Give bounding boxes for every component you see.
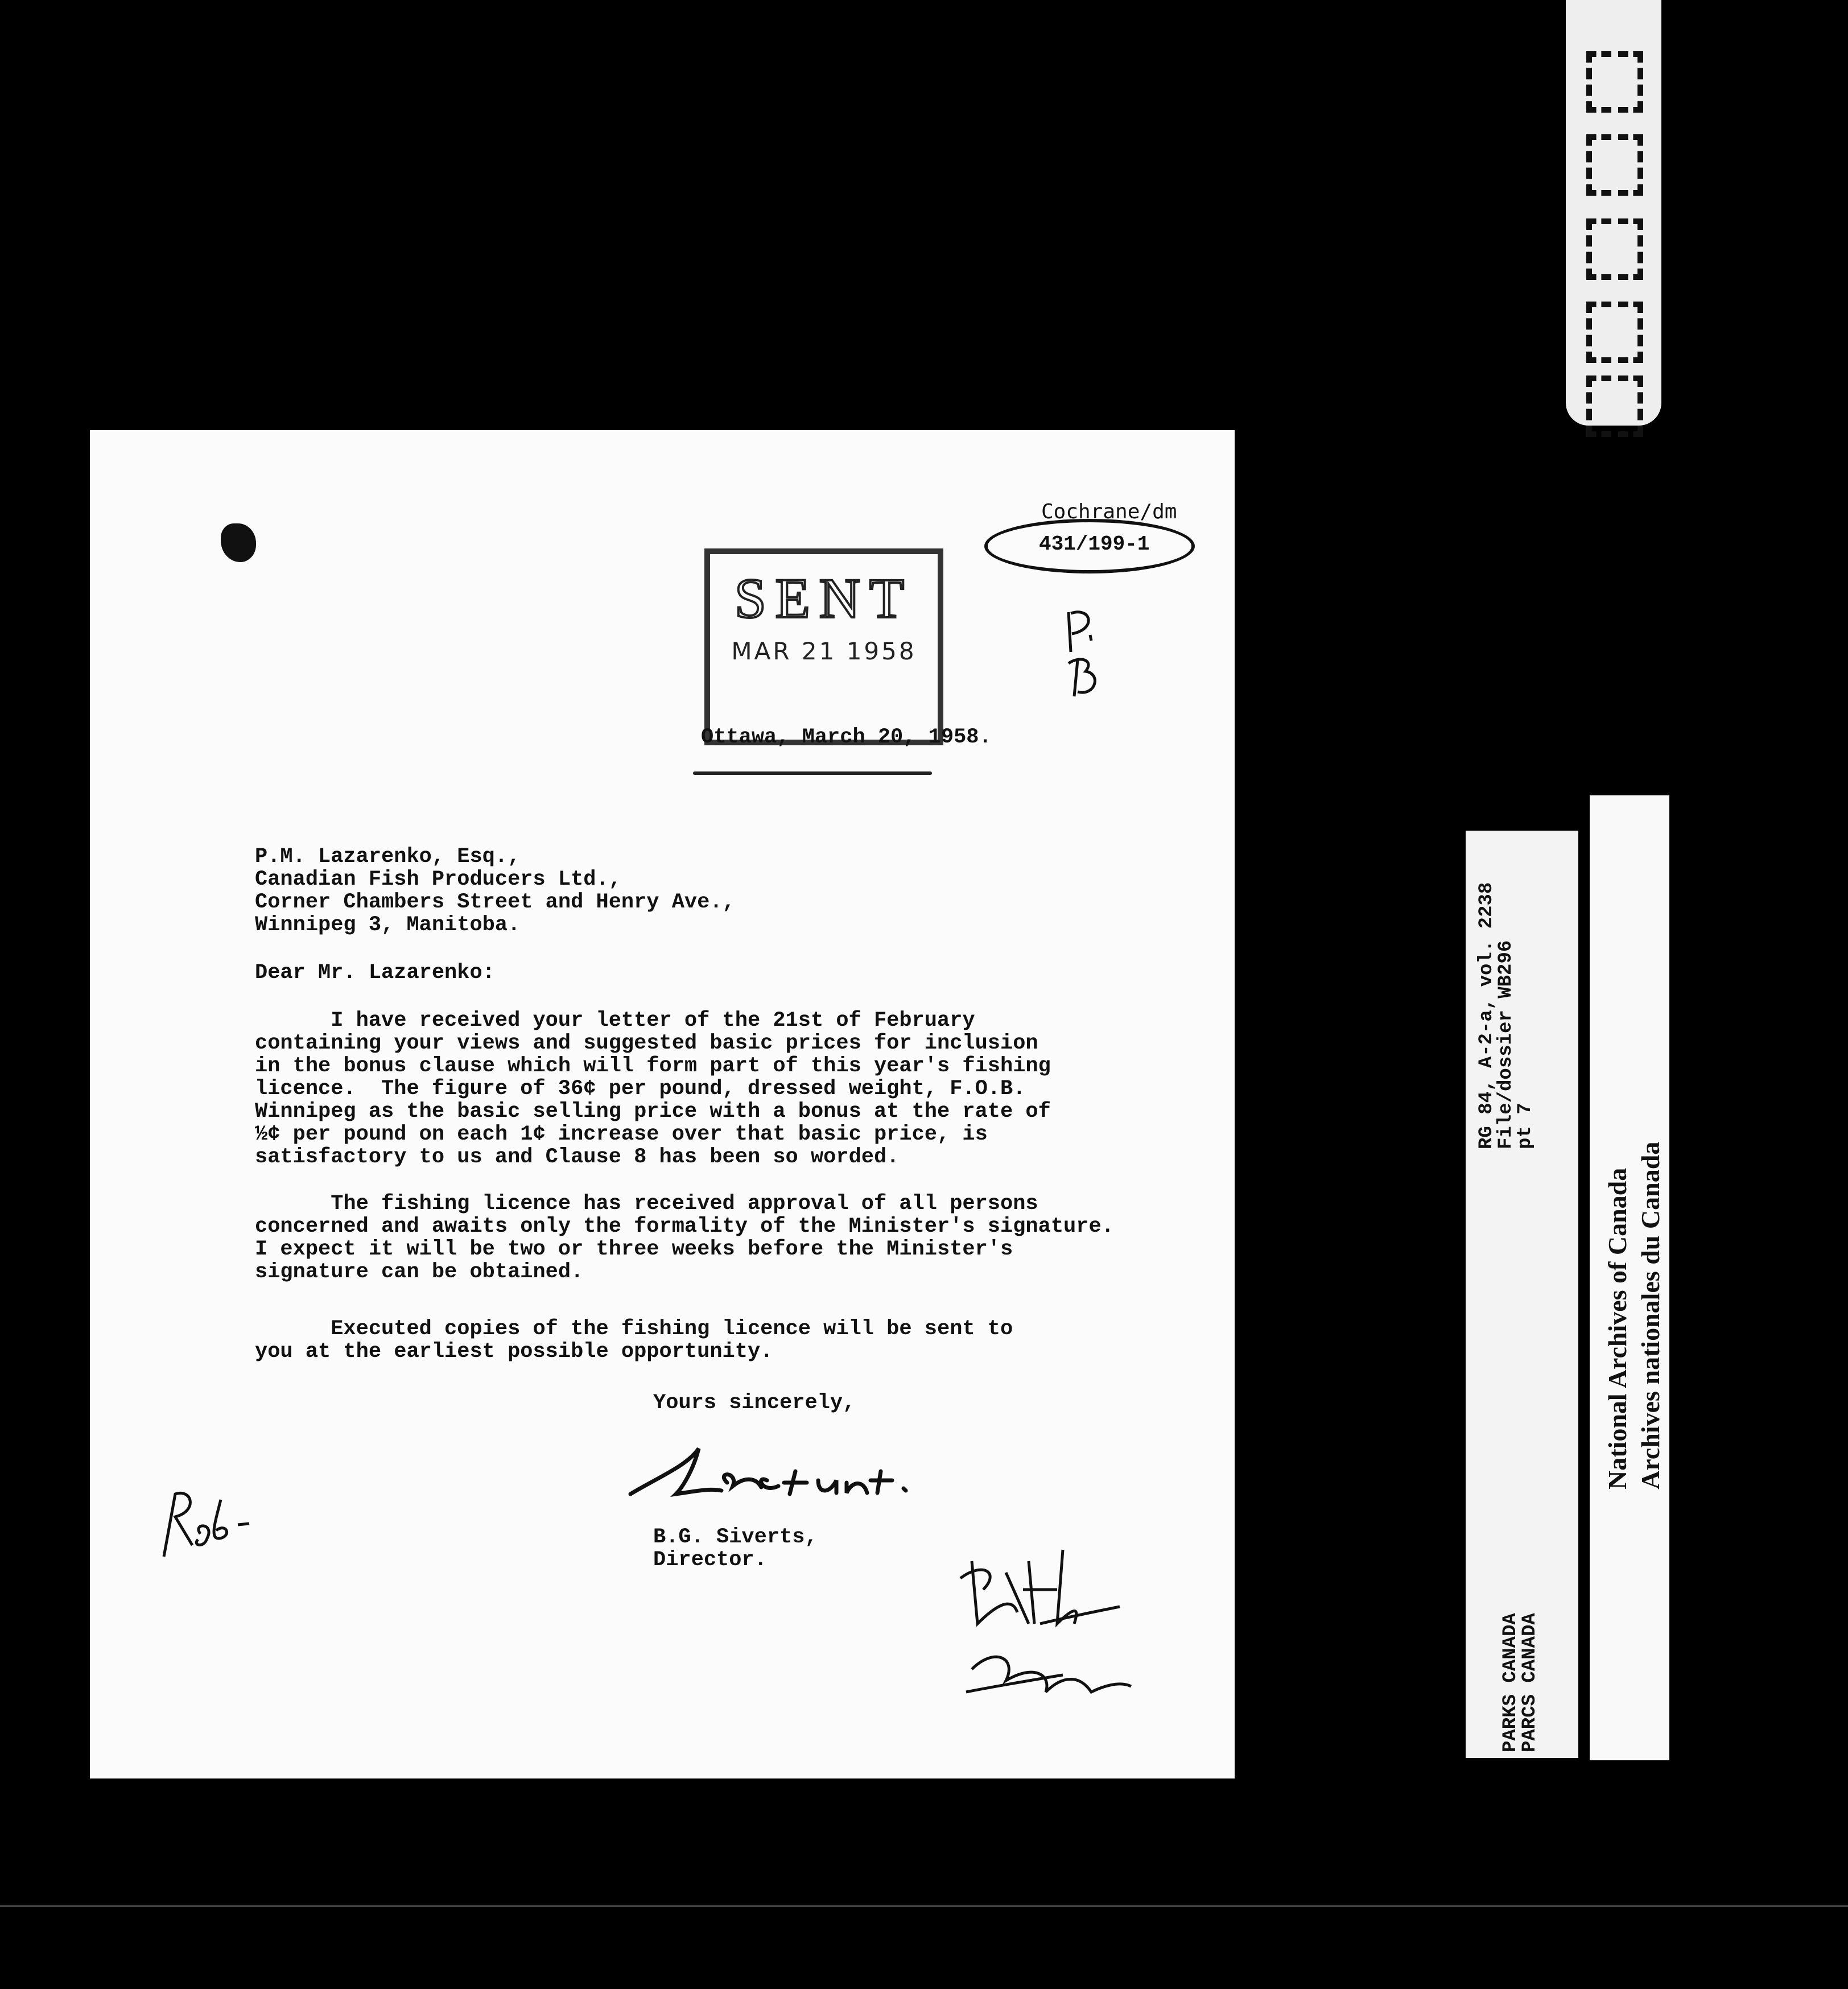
salutation: Dear Mr. Lazarenko:: [255, 961, 495, 985]
archives-label: [1590, 795, 1669, 1760]
author-note: Cochrane/dm: [1041, 500, 1177, 523]
ink-blot: [221, 523, 256, 562]
handwritten-initials-bottom: [949, 1538, 1137, 1703]
film-strip-mark: [1586, 302, 1643, 363]
signature: [613, 1431, 932, 1511]
address-line: P.M. Lazarenko, Esq.,: [255, 845, 521, 869]
address-line: Canadian Fish Producers Ltd.,: [255, 868, 621, 892]
letter-page: [90, 430, 1235, 1778]
address-line: Corner Chambers Street and Henry Ave.,: [255, 890, 735, 914]
address-line: Winnipeg 3, Manitoba.: [255, 913, 521, 937]
film-strip-mark: [1586, 218, 1643, 280]
frame-divider: [0, 1905, 1848, 1907]
film-strip: [1566, 0, 1661, 426]
margin-note: [152, 1477, 255, 1562]
paragraph: The fishing licence has received approval of all persons concerned and awaits only the formality of the Minister's signature. I expect it will be two or three weeks before the Minister's signature can be obtained.: [255, 1192, 1114, 1284]
reference-label: [1466, 831, 1578, 1758]
date-underline: [693, 771, 932, 775]
handwritten-initials: [1051, 601, 1114, 703]
film-strip-mark: [1586, 51, 1643, 113]
signatory-title: Director.: [653, 1548, 767, 1572]
stamp-word: SENT: [735, 567, 913, 630]
film-strip-mark: [1586, 134, 1643, 196]
sent-stamp: [704, 548, 943, 745]
closing: Yours sincerely,: [653, 1391, 856, 1415]
agency-text: PARKS CANADA PARCS CANADA: [1500, 1613, 1541, 1752]
stamp-date: MAR 21 1958: [731, 637, 917, 665]
date-line: Ottawa, March 20, 1958.: [701, 725, 992, 749]
signatory-name: B.G. Siverts,: [653, 1525, 818, 1549]
paragraph: I have received your letter of the 21st of February containing your views and suggested basic prices for inclusion in the bonus clause which will form part of this year's fishing licence. The figure of 36¢ per pound, dressed weight, F.O.B. Winnipeg as the basic selling price with a bonus at the rate of ½¢ per pound on each 1¢ increase over that basic price, is satisfactory to us and Clause 8 has been so worded.: [255, 1009, 1051, 1169]
reference-text: RG 84, A-2-a, vol. 2238 File/dossier WB296 pt 7: [1476, 882, 1536, 1149]
file-number: 431/199-1: [1039, 533, 1150, 556]
paragraph: Executed copies of the fishing licence will be sent to you at the earliest possible opportunity.: [255, 1317, 1013, 1364]
archives-text: National Archives of Canada Archives nationales du Canada: [1603, 1141, 1665, 1489]
